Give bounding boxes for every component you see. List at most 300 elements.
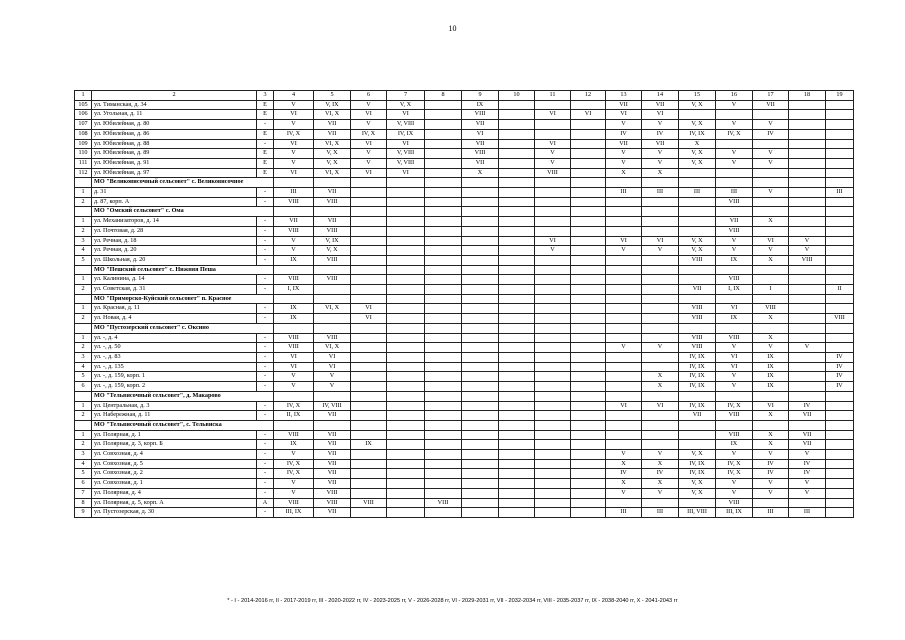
table-cell: IX	[716, 314, 753, 324]
section-blank-cell	[351, 294, 387, 304]
section-blank-cell	[571, 178, 606, 188]
table-cell: IV	[826, 352, 854, 362]
table-cell: VI	[314, 362, 351, 372]
table-cell: V, IX	[314, 236, 351, 246]
address-cell: ул. -, д. 159, корп. 2	[92, 382, 257, 392]
table-cell	[499, 430, 535, 440]
section-blank-cell	[462, 391, 499, 401]
table-cell	[425, 246, 462, 256]
table-cell	[571, 382, 606, 392]
table-cell	[535, 343, 571, 353]
table-cell: VI	[571, 110, 606, 120]
table-cell	[462, 246, 499, 256]
table-cell: V	[789, 343, 826, 353]
table-cell: VI	[716, 352, 753, 362]
table-cell	[642, 275, 679, 285]
table-cell: -	[257, 401, 274, 411]
section-header-row	[75, 207, 854, 217]
table-cell	[351, 488, 387, 498]
footnote: * - I - 2014-2016 гг, II - 2017-2019 гг, III - 2020-2022 гг, IV - 2023-2025 гг, V - 2026-2028 гг, VI - 2029-2031 гг, VII - 2032-2034 гг, VIII - 2035-2037 гг, IX - 2038-2040 гг, X - 2041-2043 гг	[227, 598, 678, 604]
section-blank-cell	[387, 323, 425, 333]
table-cell: VIII	[314, 275, 351, 285]
table-cell: VIII	[789, 255, 826, 265]
column-number-cell: 15	[679, 91, 716, 101]
table-cell	[462, 488, 499, 498]
table-cell	[425, 343, 462, 353]
table-cell	[499, 197, 535, 207]
table-cell: V	[789, 236, 826, 246]
table-cell	[826, 479, 854, 489]
table-cell	[351, 372, 387, 382]
table-cell: V, X	[679, 488, 716, 498]
section-blank-cell	[789, 178, 826, 188]
table-cell	[499, 110, 535, 120]
column-number-cell: 5	[314, 91, 351, 101]
table-cell: VI, X	[314, 110, 351, 120]
table-cell: V, X	[679, 149, 716, 159]
section-blank-cell	[753, 178, 789, 188]
table-cell: V	[716, 236, 753, 246]
table-row	[75, 246, 854, 256]
table-cell: X	[642, 382, 679, 392]
table-cell	[499, 129, 535, 139]
table-cell: -	[257, 197, 274, 207]
table-cell: VII	[314, 188, 351, 198]
table-cell	[425, 372, 462, 382]
section-blank-cell	[571, 420, 606, 430]
table-cell: I, IX	[716, 285, 753, 295]
table-cell: VIII	[716, 498, 753, 508]
address-cell: ул. Калинина, д. 14	[92, 275, 257, 285]
table-cell	[499, 139, 535, 149]
table-cell: VIII	[716, 275, 753, 285]
table-row	[75, 129, 854, 139]
section-blank-cell	[606, 294, 642, 304]
table-cell	[826, 488, 854, 498]
table-cell: VIII	[462, 110, 499, 120]
table-cell	[462, 401, 499, 411]
table-cell	[826, 343, 854, 353]
table-cell: X	[642, 372, 679, 382]
table-cell	[425, 139, 462, 149]
table-cell	[826, 401, 854, 411]
section-blank-cell	[535, 207, 571, 217]
table-cell	[425, 188, 462, 198]
table-cell: IV	[606, 469, 642, 479]
table-cell: V	[716, 479, 753, 489]
table-cell	[499, 411, 535, 421]
row-number-cell: 7	[75, 488, 92, 498]
table-cell: V, VIII	[387, 120, 425, 130]
table-cell: V	[753, 246, 789, 256]
section-blank-cell	[462, 178, 499, 188]
table-cell	[462, 411, 499, 421]
section-blank-cell	[351, 178, 387, 188]
address-cell: ул. Совхозная, д. 4	[92, 450, 257, 460]
column-number-cell: 8	[425, 91, 462, 101]
row-number-cell: 9	[75, 508, 92, 518]
table-cell: -	[257, 488, 274, 498]
table-cell	[387, 498, 425, 508]
section-blank-cell	[753, 391, 789, 401]
table-cell	[425, 149, 462, 159]
table-cell	[642, 226, 679, 236]
table-cell: VII	[314, 120, 351, 130]
section-blank-cell	[425, 265, 462, 275]
table-header-row	[75, 91, 854, 101]
table-cell: VIII	[716, 430, 753, 440]
table-cell: VIII	[716, 411, 753, 421]
table-cell	[571, 469, 606, 479]
section-blank-cell	[75, 265, 92, 275]
section-blank-cell	[75, 420, 92, 430]
address-cell: ул. Совхозная, д. 5	[92, 459, 257, 469]
table-cell: VII	[462, 158, 499, 168]
table-cell	[462, 469, 499, 479]
table-cell	[499, 440, 535, 450]
section-blank-cell	[679, 420, 716, 430]
table-cell	[826, 120, 854, 130]
section-blank-cell	[274, 265, 314, 275]
address-cell: ул. Юбилейная, д. 89	[92, 149, 257, 159]
table-row	[75, 158, 854, 168]
table-cell: V	[274, 158, 314, 168]
table-cell	[462, 314, 499, 324]
table-cell	[606, 333, 642, 343]
table-cell	[571, 139, 606, 149]
row-number-cell: 108	[75, 129, 92, 139]
table-cell	[462, 430, 499, 440]
table-cell	[642, 430, 679, 440]
address-cell: ул. Юбилейная, д. 86	[92, 129, 257, 139]
table-cell	[571, 430, 606, 440]
table-cell: VII	[314, 469, 351, 479]
table-cell	[571, 275, 606, 285]
section-title: МО "Омский сельсовет" с. Ома	[92, 207, 274, 217]
section-blank-cell	[314, 323, 351, 333]
table-cell: IX	[753, 382, 789, 392]
table-cell	[387, 411, 425, 421]
table-cell: VII	[716, 217, 753, 227]
table-cell: V	[753, 488, 789, 498]
table-cell: IV, IX	[679, 372, 716, 382]
table-cell: А	[257, 498, 274, 508]
table-cell	[789, 168, 826, 178]
table-cell	[462, 188, 499, 198]
table-cell: III, IX	[274, 508, 314, 518]
table-cell	[642, 440, 679, 450]
table-row	[75, 479, 854, 489]
table-cell	[499, 285, 535, 295]
table-cell: V	[535, 149, 571, 159]
section-header-row	[75, 265, 854, 275]
table-cell	[826, 440, 854, 450]
row-number-cell: 1	[75, 275, 92, 285]
table-cell	[826, 110, 854, 120]
table-cell	[425, 217, 462, 227]
section-blank-cell	[642, 323, 679, 333]
table-cell	[387, 401, 425, 411]
table-cell	[789, 120, 826, 130]
table-cell: IX	[716, 440, 753, 450]
table-cell: V, X	[314, 246, 351, 256]
table-cell: V	[716, 120, 753, 130]
section-blank-cell	[75, 294, 92, 304]
column-number-cell: 1	[75, 91, 92, 101]
table-cell	[789, 304, 826, 314]
table-cell	[571, 372, 606, 382]
address-cell: ул. -, д. 4	[92, 333, 257, 343]
table-cell	[535, 508, 571, 518]
table-cell	[387, 236, 425, 246]
table-cell	[753, 139, 789, 149]
table-cell	[789, 314, 826, 324]
row-number-cell: 2	[75, 314, 92, 324]
table-cell	[642, 362, 679, 372]
table-cell: VI	[351, 110, 387, 120]
table-row	[75, 226, 854, 236]
table-cell: VI	[274, 110, 314, 120]
table-cell	[571, 197, 606, 207]
section-blank-cell	[679, 178, 716, 188]
table-cell: V	[274, 100, 314, 110]
table-row	[75, 459, 854, 469]
table-cell	[571, 362, 606, 372]
table-cell: VIII	[274, 275, 314, 285]
section-blank-cell	[499, 294, 535, 304]
section-blank-cell	[753, 207, 789, 217]
table-cell: VII	[789, 430, 826, 440]
table-cell	[351, 343, 387, 353]
table-cell: -	[257, 469, 274, 479]
table-cell	[462, 450, 499, 460]
table-cell: IV	[753, 459, 789, 469]
table-cell	[789, 197, 826, 207]
table-cell	[571, 343, 606, 353]
table-cell	[571, 149, 606, 159]
table-cell: V	[606, 450, 642, 460]
section-blank-cell	[789, 207, 826, 217]
section-blank-cell	[462, 265, 499, 275]
row-number-cell: 5	[75, 469, 92, 479]
table-cell	[462, 343, 499, 353]
table-cell	[499, 275, 535, 285]
table-cell	[387, 304, 425, 314]
table-cell: -	[257, 275, 274, 285]
table-cell: VII	[314, 129, 351, 139]
section-blank-cell	[606, 420, 642, 430]
table-cell	[425, 158, 462, 168]
column-number-cell: 2	[92, 91, 257, 101]
section-blank-cell	[679, 391, 716, 401]
section-blank-cell	[826, 265, 854, 275]
table-cell: IV, X	[716, 401, 753, 411]
table-cell: V	[274, 149, 314, 159]
table-cell	[826, 217, 854, 227]
column-number-cell: 3	[257, 91, 274, 101]
section-blank-cell	[571, 207, 606, 217]
section-title: МО "Приморско-Куйский сельсовет" п. Красное	[92, 294, 274, 304]
table-cell: V, X	[679, 246, 716, 256]
table-cell: III	[826, 188, 854, 198]
row-number-cell: 109	[75, 139, 92, 149]
table-cell: IX	[716, 255, 753, 265]
table-cell: VIII	[314, 197, 351, 207]
table-cell: -	[257, 139, 274, 149]
table-cell: III, IX	[716, 508, 753, 518]
table-cell: IV, IX	[387, 129, 425, 139]
table-row	[75, 343, 854, 353]
table-cell: V	[642, 246, 679, 256]
table-cell: X	[462, 168, 499, 178]
address-cell: ул. -, д. 83	[92, 352, 257, 362]
table-cell	[351, 382, 387, 392]
table-cell: III	[606, 188, 642, 198]
table-cell: V, X	[679, 479, 716, 489]
table-cell	[462, 459, 499, 469]
section-blank-cell	[425, 178, 462, 188]
table-cell: V	[789, 479, 826, 489]
section-blank-cell	[75, 207, 92, 217]
table-cell: V	[351, 120, 387, 130]
table-cell	[425, 469, 462, 479]
column-number-cell: 4	[274, 91, 314, 101]
table-row	[75, 362, 854, 372]
table-cell	[535, 362, 571, 372]
section-blank-cell	[462, 323, 499, 333]
table-cell	[499, 168, 535, 178]
table-cell	[679, 110, 716, 120]
table-cell: VIII	[462, 149, 499, 159]
table-cell: V, X	[679, 236, 716, 246]
table-cell: V	[753, 188, 789, 198]
table-cell	[387, 459, 425, 469]
column-number-cell: 18	[789, 91, 826, 101]
table-cell: IV, IX	[679, 401, 716, 411]
table-cell	[535, 275, 571, 285]
table-cell	[462, 236, 499, 246]
section-blank-cell	[274, 323, 314, 333]
table-cell: IV	[826, 382, 854, 392]
table-cell: V	[753, 479, 789, 489]
address-cell: ул. Юбилейная, д. 97	[92, 168, 257, 178]
section-blank-cell	[499, 207, 535, 217]
row-number-cell: 1	[75, 333, 92, 343]
table-cell	[789, 352, 826, 362]
table-cell: -	[257, 479, 274, 489]
table-cell: X	[753, 255, 789, 265]
table-cell	[679, 430, 716, 440]
table-cell	[351, 246, 387, 256]
table-cell	[499, 188, 535, 198]
table-cell	[606, 411, 642, 421]
table-cell	[351, 285, 387, 295]
table-cell: VII	[606, 139, 642, 149]
table-cell: V	[274, 246, 314, 256]
table-cell: VII	[679, 411, 716, 421]
table-cell	[789, 217, 826, 227]
table-row	[75, 508, 854, 518]
table-cell	[571, 246, 606, 256]
section-blank-cell	[642, 391, 679, 401]
table-cell: III	[606, 508, 642, 518]
address-cell: ул. Советская, д. 31	[92, 285, 257, 295]
section-title: МО "Тельвисочный сельсовет", с. Тельвиска	[92, 420, 274, 430]
row-number-cell: 6	[75, 382, 92, 392]
table-cell: III	[716, 188, 753, 198]
table-cell: IV, X	[274, 129, 314, 139]
table-cell: X	[606, 459, 642, 469]
table-cell	[387, 362, 425, 372]
section-header-row	[75, 294, 854, 304]
section-blank-cell	[314, 265, 351, 275]
table-cell: X	[753, 333, 789, 343]
table-cell	[571, 488, 606, 498]
table-cell: IX	[351, 440, 387, 450]
table-cell: VI	[274, 168, 314, 178]
table-cell	[462, 440, 499, 450]
section-blank-cell	[753, 420, 789, 430]
table-cell: V, X	[679, 158, 716, 168]
row-number-cell: 4	[75, 459, 92, 469]
table-cell: IV	[753, 469, 789, 479]
table-cell	[789, 333, 826, 343]
table-cell: VIII	[679, 314, 716, 324]
table-cell: V	[789, 488, 826, 498]
section-blank-cell	[642, 294, 679, 304]
section-blank-cell	[679, 265, 716, 275]
table-cell: V	[753, 450, 789, 460]
section-blank-cell	[387, 294, 425, 304]
column-number-cell: 16	[716, 91, 753, 101]
table-cell	[642, 333, 679, 343]
table-cell: -	[257, 508, 274, 518]
table-cell	[499, 158, 535, 168]
table-cell	[499, 333, 535, 343]
table-cell	[789, 362, 826, 372]
table-cell	[789, 188, 826, 198]
table-cell: VI	[753, 236, 789, 246]
section-blank-cell	[606, 207, 642, 217]
table-cell: VI	[351, 304, 387, 314]
table-cell: -	[257, 314, 274, 324]
table-cell	[606, 255, 642, 265]
section-blank-cell	[642, 207, 679, 217]
section-blank-cell	[753, 265, 789, 275]
section-blank-cell	[425, 420, 462, 430]
address-cell: ул. Новая, д. 4	[92, 314, 257, 324]
table-cell: Е	[257, 100, 274, 110]
table-cell: IV	[789, 401, 826, 411]
table-cell	[351, 411, 387, 421]
table-row	[75, 236, 854, 246]
table-cell: X	[753, 217, 789, 227]
table-cell	[425, 197, 462, 207]
section-blank-cell	[642, 178, 679, 188]
table-cell	[535, 440, 571, 450]
row-number-cell: 110	[75, 149, 92, 159]
section-blank-cell	[499, 420, 535, 430]
table-cell	[642, 352, 679, 362]
table-cell: V	[716, 158, 753, 168]
table-cell: VII	[274, 217, 314, 227]
table-cell: IV, X	[716, 459, 753, 469]
address-cell: ул. Полярная, д. 4	[92, 488, 257, 498]
table-cell: VIII	[274, 226, 314, 236]
column-number-cell: 10	[499, 91, 535, 101]
table-cell: IX	[274, 255, 314, 265]
table-cell	[571, 217, 606, 227]
